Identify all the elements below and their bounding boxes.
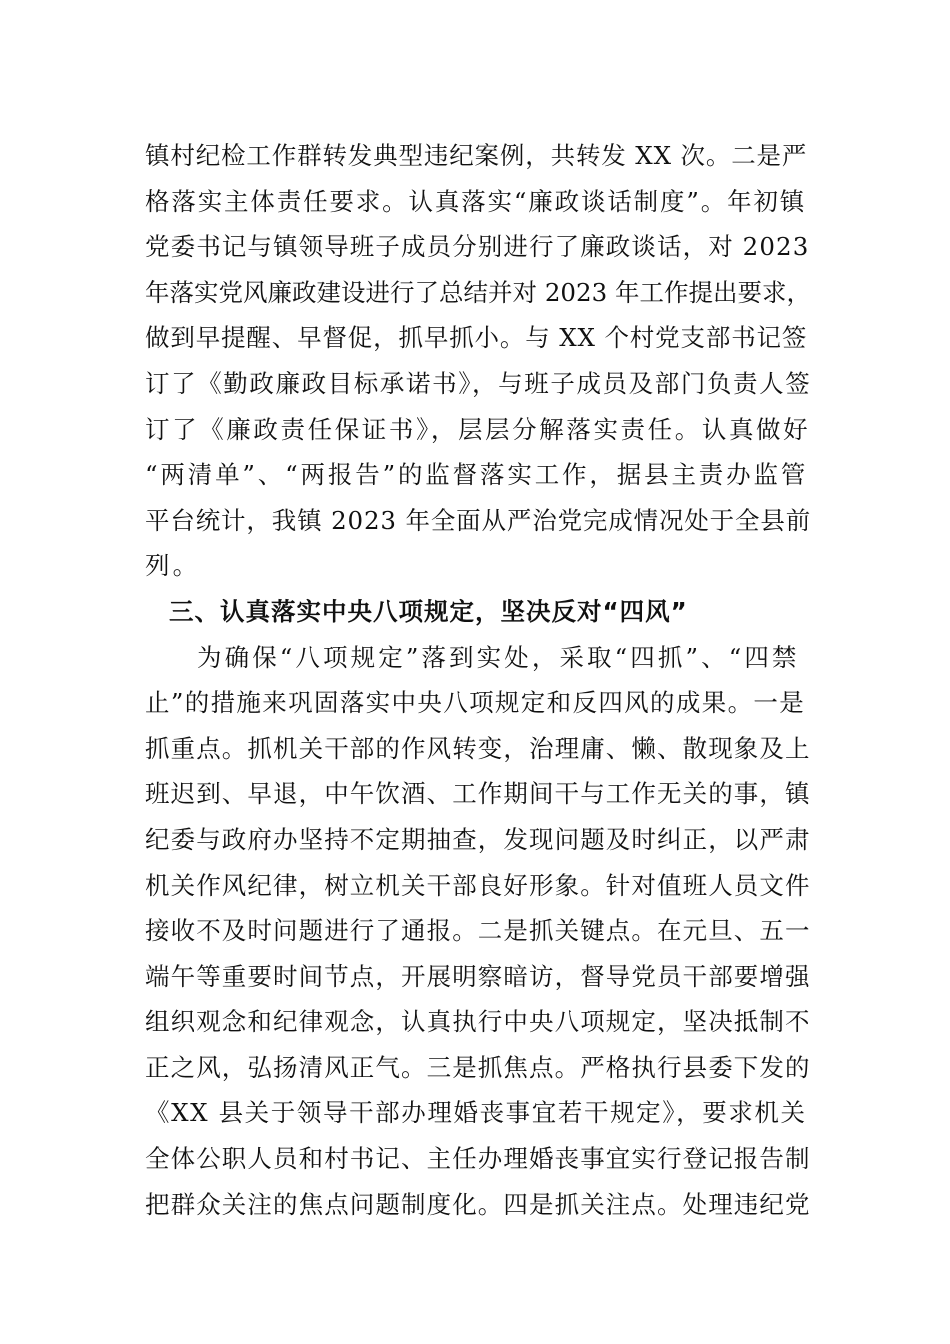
paragraph-line: 党委书记与镇领导班子成员分别进行了廉政谈话，对 2023 bbox=[145, 232, 810, 262]
paragraph-line: 班迟到、早退，中午饮酒、工作期间干与工作无关的事，镇 bbox=[145, 779, 811, 809]
paragraph-line: 订了《勤政廉政目标承诺书》，与班子成员及部门负责人签 bbox=[145, 368, 812, 398]
paragraph-line: 机关作风纪律，树立机关干部良好形象。针对值班人员文件 bbox=[145, 870, 811, 900]
paragraph-line: 为确保“八项规定”落到实处，采取“四抓”、“四禁 bbox=[197, 642, 800, 672]
paragraph-line: 止”的措施来巩固落实中央八项规定和反四风的成果。一是 bbox=[145, 688, 806, 718]
section-heading: 三、认真落实中央八项规定，坚决反对“四风” bbox=[169, 596, 688, 626]
paragraph-line: 做到早提醒、早督促，抓早抓小。与 XX 个村党支部书记签 bbox=[145, 323, 808, 353]
paragraph-line: 年落实党风廉政建设进行了总结并对 2023 年工作提出要求， bbox=[145, 277, 811, 307]
paragraph-line: 端午等重要时间节点，开展明察暗访，督导党员干部要增强 bbox=[145, 961, 811, 991]
document-body bbox=[145, 133, 811, 1227]
paragraph-line: 把群众关注的焦点问题制度化。四是抓关注点。处理违纪党 bbox=[145, 1189, 811, 1219]
paragraph-line: 接收不及时问题进行了通报。二是抓关键点。在元旦、五一 bbox=[145, 916, 811, 946]
paragraph-line: 正之风，弘扬清风正气。三是抓焦点。严格执行县委下发的 bbox=[145, 1052, 811, 1082]
paragraph-line: 镇村纪检工作群转发典型违纪案例，共转发 XX 次。二是严 bbox=[145, 141, 808, 170]
paragraph-line: 订了《廉政责任保证书》，层层分解落实责任。认真做好 bbox=[145, 414, 811, 444]
paragraph-line: 纪委与政府办坚持不定期抽查，发现问题及时纠正，以严肃 bbox=[145, 824, 811, 854]
paragraph-line: “两清单”、“两报告”的监督落实工作，据县主责办监管 bbox=[145, 460, 809, 490]
paragraph-line: 列。 bbox=[145, 551, 201, 581]
paragraph-line: 《XX 县关于领导干部办理婚丧事宜若干规定》，要求机关 bbox=[145, 1098, 807, 1128]
paragraph-line: 全体公职人员和村书记、主任办理婚丧事宜实行登记报告制 bbox=[145, 1144, 811, 1174]
paragraph-line: 平台统计，我镇 2023 年全面从严治党完成情况处于全县前 bbox=[145, 505, 812, 535]
paragraph-line: 抓重点。抓机关干部的作风转变，治理庸、懒、散现象及上 bbox=[145, 733, 811, 763]
paragraph-line: 格落实主体责任要求。认真落实“廉政谈话制度”。年初镇 bbox=[145, 186, 807, 216]
paragraph-line: 组织观念和纪律观念，认真执行中央八项规定，坚决抵制不 bbox=[145, 1007, 811, 1037]
